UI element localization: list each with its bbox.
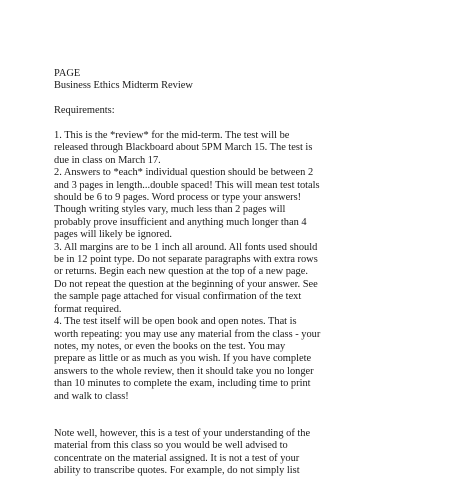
text-line: Though writing styles vary, much less than 2 pages will (54, 204, 286, 216)
text-line: concentrate on the material assigned. It is not a test of your (54, 452, 300, 464)
text-line: notes, my notes, or even the books on the test. You may (54, 340, 286, 352)
page-header: PAGE (54, 68, 81, 79)
text-line: should be 6 to 9 pages. Word process or type your answers! (54, 192, 302, 204)
text-line: released through Blackboard about 5PM March 15. The test is (54, 142, 313, 154)
spacer (54, 118, 426, 130)
spacer (54, 403, 426, 428)
text-line: ability to transcribe quotes. For example, do not simply list (54, 464, 300, 476)
text-line: the sample page attached for visual confirmation of the text (54, 291, 302, 303)
text-line: material from this class so you would be well advised to (54, 440, 288, 452)
document-title: Business Ethics Midterm Review (54, 80, 193, 92)
text-line: answers to the whole review, then it should take you no longer (54, 365, 314, 377)
text-line: 3. All margins are to be 1 inch all around. All fonts used should (54, 241, 318, 253)
text-line: and walk to class! (54, 390, 129, 402)
text-line: format required. (54, 303, 122, 315)
note-paragraph (54, 428, 426, 477)
text-line: and 3 pages in length...double spaced! This will mean test totals (54, 179, 320, 191)
text-line: or returns. Begin each new question at the top of a new page. (54, 266, 308, 278)
text-line: 1. This is the *review* for the mid-term. The test will be (54, 130, 290, 141)
text-line: Note well, however, this is a test of your understanding of the (54, 427, 311, 439)
requirement-item-3 (54, 242, 426, 316)
text-line: prepare as little or as much as you wish. If you have complete (54, 353, 312, 365)
requirement-item-1 (54, 130, 426, 167)
text-line: due in class on March 17. (54, 154, 161, 166)
text-line: 2. Answers to *each* individual question should be between 2 (54, 167, 314, 179)
requirements-heading: Requirements: (54, 105, 115, 117)
text-line: pages will likely be ignored. (54, 229, 173, 241)
document-body (54, 68, 426, 477)
text-line: be in 12 point type. Do not separate paragraphs with extra rows (54, 254, 318, 266)
text-line: probably prove insufficient and anything much longer than 4 (54, 216, 307, 228)
text-line: 4. The test itself will be open book and open notes. That is (54, 316, 297, 328)
text-line: Do not repeat the question at the beginning of your answer. See (54, 278, 318, 290)
text-line: than 10 minutes to complete the exam, including time to print (54, 378, 311, 390)
text-line: worth repeating: you may use any material from the class - your (54, 328, 321, 340)
spacer (54, 93, 426, 105)
requirement-item-2 (54, 167, 426, 241)
requirement-item-4 (54, 316, 426, 403)
